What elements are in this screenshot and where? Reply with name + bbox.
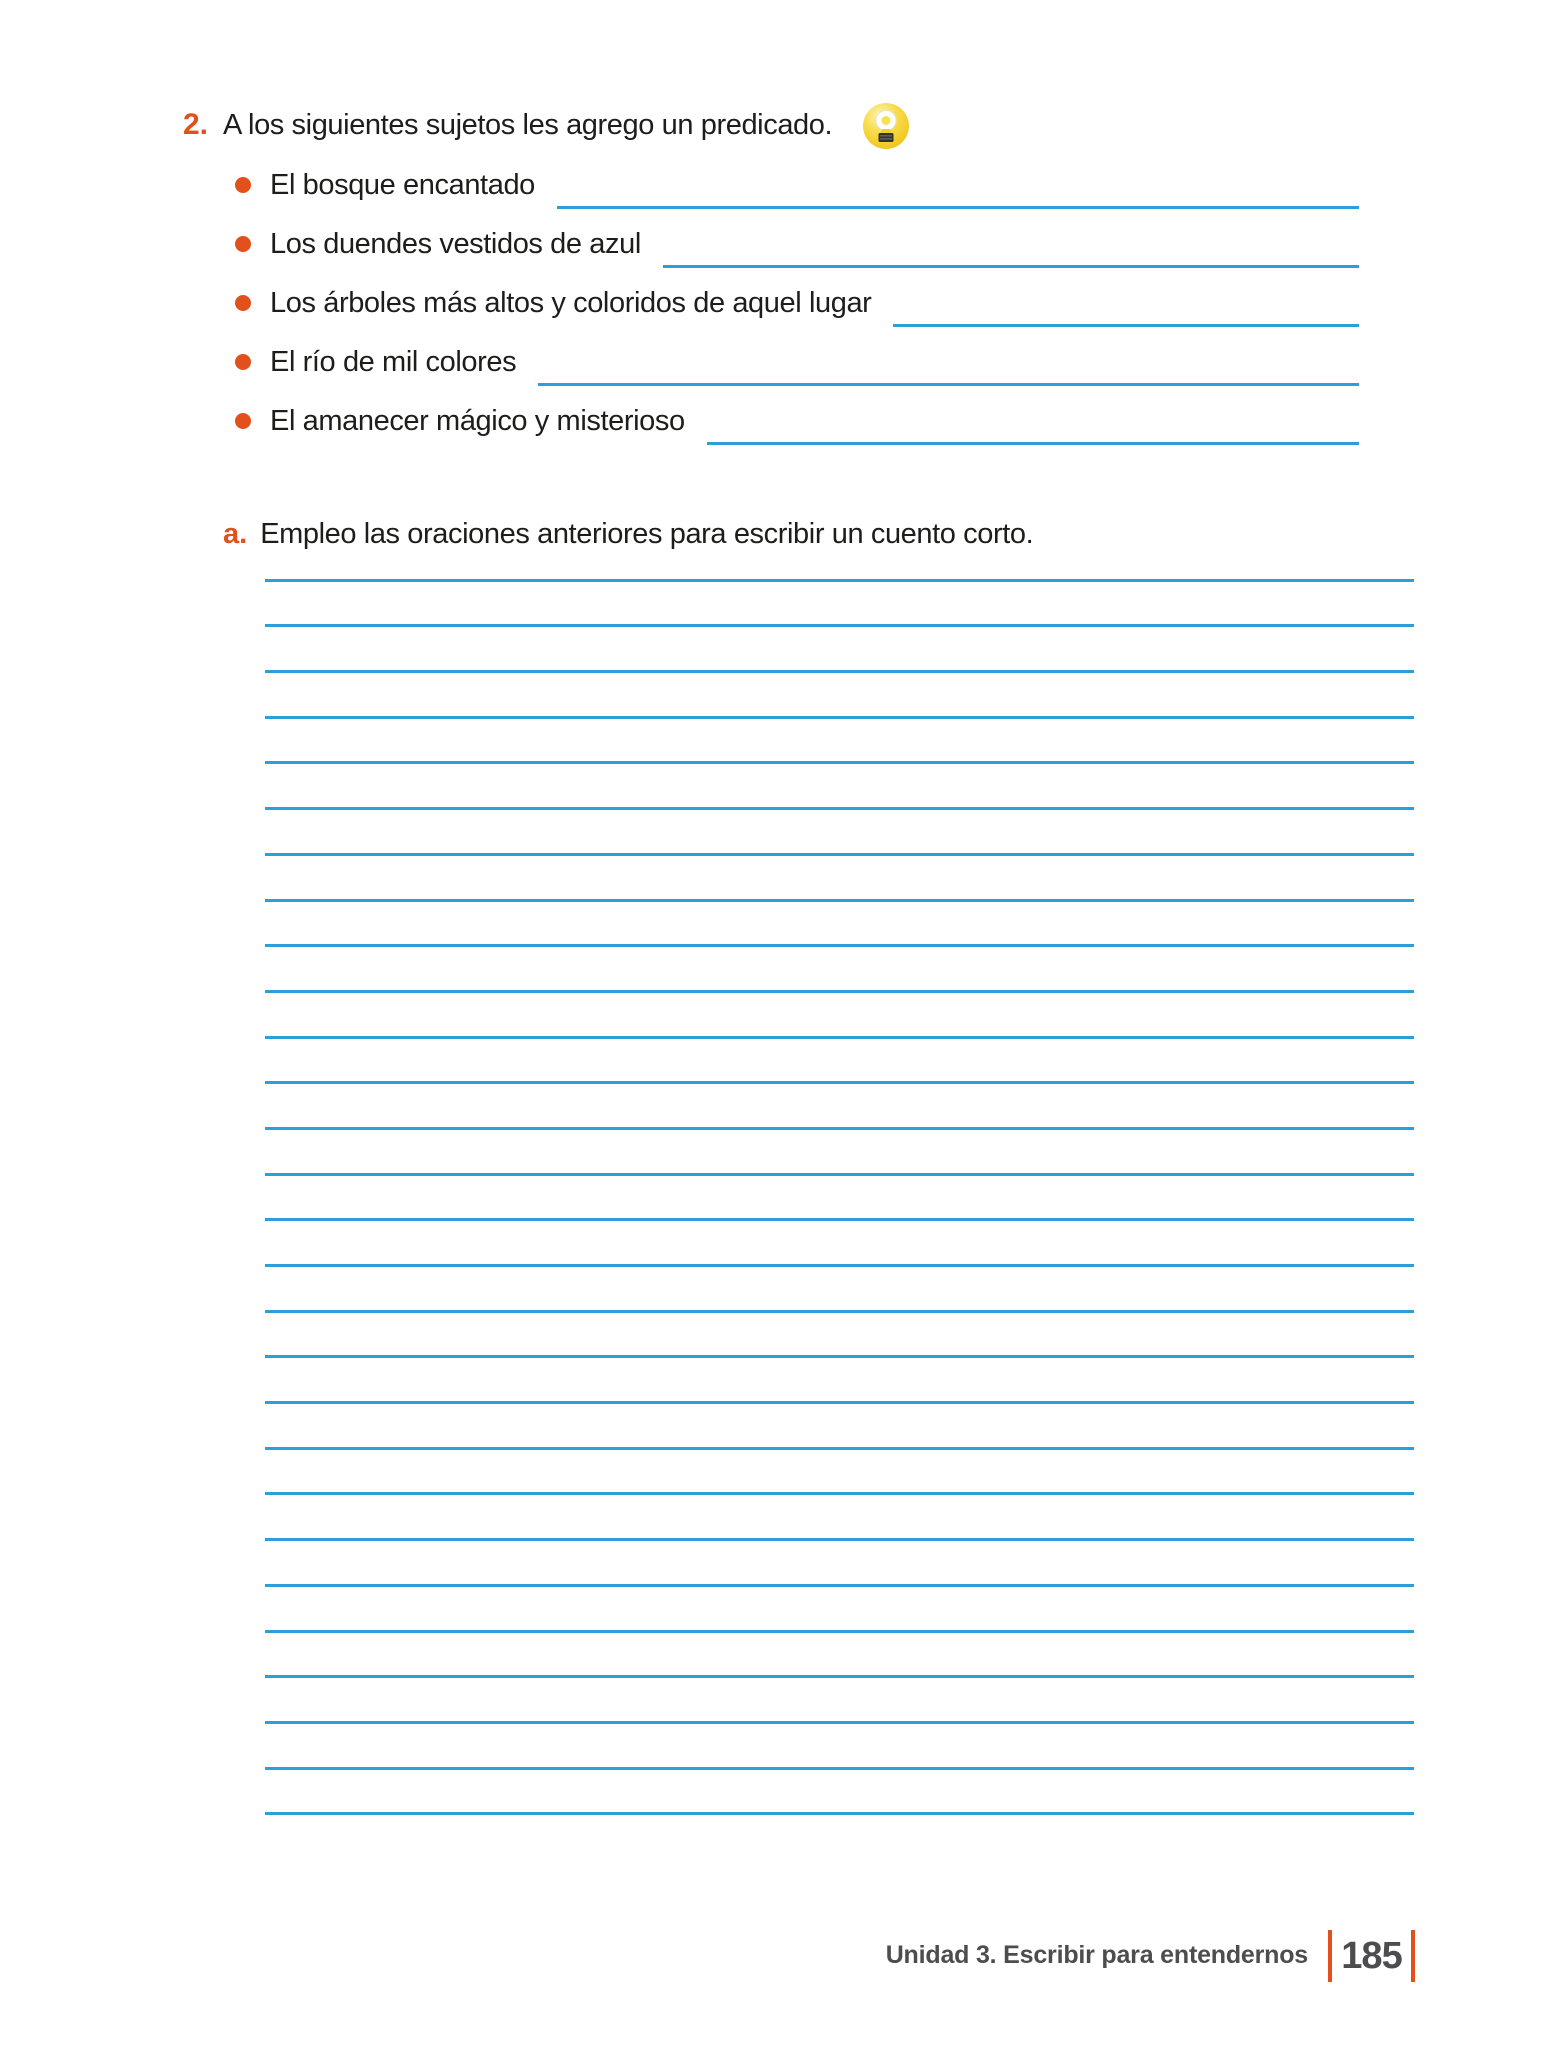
page-number: 185: [1341, 1934, 1402, 1977]
writing-line[interactable]: [265, 1130, 1414, 1176]
bullet-dot-icon: [235, 295, 251, 311]
answer-blank-line[interactable]: [707, 439, 1359, 445]
writing-line[interactable]: [265, 582, 1414, 628]
subexercise-prompt: Empleo las oraciones anteriores para escribir un cuento corto.: [260, 518, 1034, 550]
list-item: [235, 327, 1359, 386]
writing-line[interactable]: [265, 810, 1414, 856]
writing-line[interactable]: [265, 1587, 1414, 1633]
writing-line[interactable]: [265, 1313, 1414, 1359]
subject-list: [235, 150, 1359, 445]
writing-line[interactable]: [265, 764, 1414, 810]
writing-line[interactable]: [265, 1678, 1414, 1724]
lightbulb-icon: [862, 102, 910, 150]
subject-text: Los duendes vestidos de azul: [270, 228, 641, 260]
writing-line[interactable]: [265, 993, 1414, 1039]
writing-line[interactable]: [265, 1450, 1414, 1496]
writing-line[interactable]: [265, 902, 1414, 948]
list-item: [235, 268, 1359, 327]
list-item: [235, 386, 1359, 445]
writing-line[interactable]: [265, 627, 1414, 673]
list-item: [235, 209, 1359, 268]
writing-line[interactable]: [265, 856, 1414, 902]
writing-line[interactable]: [265, 1084, 1414, 1130]
writing-line[interactable]: [265, 1176, 1414, 1222]
writing-line[interactable]: [265, 719, 1414, 765]
exercise-title-row: [183, 106, 910, 150]
writing-line[interactable]: [265, 1267, 1414, 1313]
writing-line[interactable]: [265, 1404, 1414, 1450]
writing-line[interactable]: [265, 947, 1414, 993]
exercise-prompt: A los siguientes sujetos les agrego un predicado.: [223, 109, 833, 141]
writing-line[interactable]: [265, 536, 1414, 582]
writing-line[interactable]: [265, 673, 1414, 719]
writing-area: [265, 536, 1414, 1815]
writing-line[interactable]: [265, 1633, 1414, 1679]
bullet-dot-icon: [235, 177, 251, 193]
subject-text: El río de mil colores: [270, 346, 517, 378]
bullet-dot-icon: [235, 413, 251, 429]
writing-line[interactable]: [265, 1358, 1414, 1404]
page-number-box: [1328, 1930, 1415, 1982]
writing-line[interactable]: [265, 1495, 1414, 1541]
subject-text: El amanecer mágico y misterioso: [270, 405, 685, 437]
writing-line[interactable]: [265, 1724, 1414, 1770]
footer-unit-label: Unidad 3. Escribir para entendernos: [885, 1941, 1308, 1969]
subexercise-letter: a.: [223, 518, 248, 550]
writing-line[interactable]: [265, 1039, 1414, 1085]
list-item: [235, 150, 1359, 209]
writing-line[interactable]: [265, 1221, 1414, 1267]
bullet-dot-icon: [235, 354, 251, 370]
writing-line[interactable]: [265, 1541, 1414, 1587]
writing-line[interactable]: [265, 1770, 1414, 1816]
bullet-dot-icon: [235, 236, 251, 252]
subject-text: El bosque encantado: [270, 169, 535, 201]
exercise-number: 2.: [183, 108, 209, 141]
subject-text: Los árboles más altos y coloridos de aquel lugar: [270, 287, 872, 319]
